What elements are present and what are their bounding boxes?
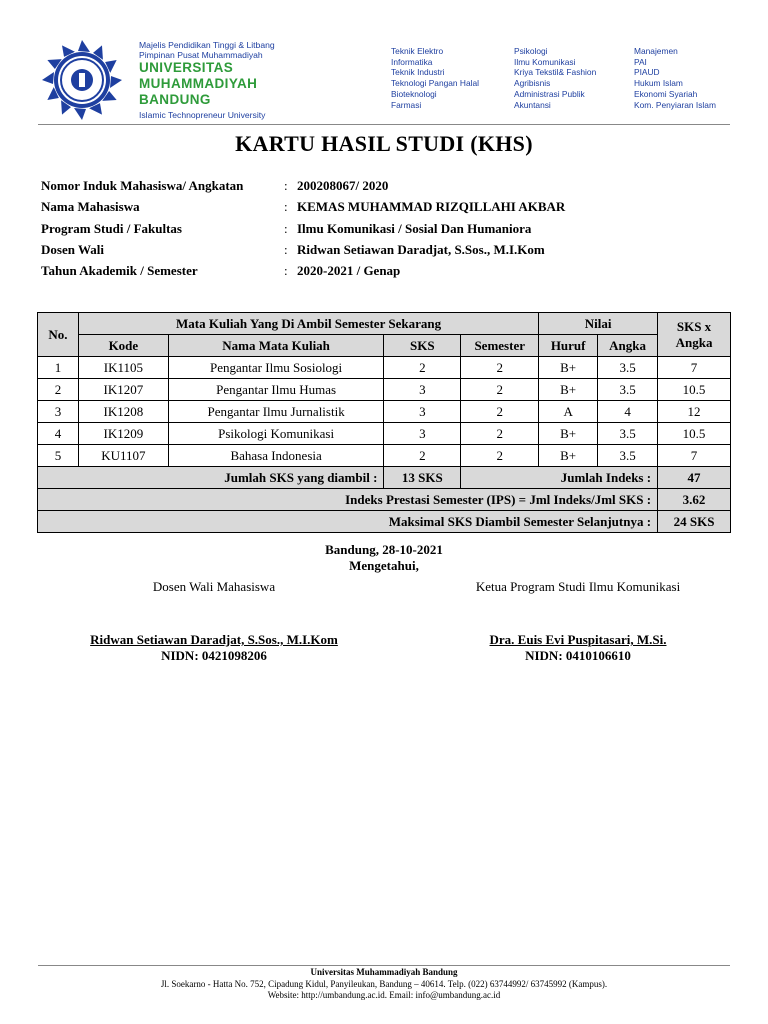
max-sks-value: 24 SKS	[658, 511, 731, 533]
summary-row-ips	[38, 489, 731, 511]
table-row	[38, 357, 731, 379]
cell-nama: Bahasa Indonesia	[168, 445, 384, 467]
left-signer-nidn: NIDN: 0421098206	[161, 648, 267, 663]
cell-angka: 3.5	[598, 379, 658, 401]
cell-angka: 3.5	[598, 445, 658, 467]
cell-kode: IK1208	[78, 401, 168, 423]
cell-angka: 3.5	[598, 357, 658, 379]
table-row	[38, 423, 731, 445]
table-row	[38, 445, 731, 467]
cell-total: 7	[658, 357, 731, 379]
program-item: Informatika	[391, 56, 433, 67]
cell-no: 1	[38, 357, 79, 379]
university-logo-icon	[38, 38, 134, 122]
right-signer-nidn: NIDN: 0410106610	[525, 648, 631, 663]
cell-semester: 2	[461, 379, 539, 401]
program-item: PIAUD	[634, 67, 660, 78]
cell-sks: 3	[384, 423, 461, 445]
ips-value: 3.62	[658, 489, 731, 511]
program-item: Psikologi	[514, 46, 548, 56]
cell-total: 10.5	[658, 379, 731, 401]
table-header-row-1	[38, 313, 731, 335]
cell-angka: 4	[598, 401, 658, 423]
program-item: Teknologi Pangan Halal	[391, 78, 479, 89]
header-huruf: Huruf	[539, 335, 598, 357]
header-sks: SKS	[384, 335, 461, 357]
cell-nama: Pengantar Ilmu Jurnalistik	[168, 401, 384, 423]
summary-row-max-sks	[38, 511, 731, 533]
max-sks-label: Maksimal SKS Diambil Semester Selanjutnya :	[38, 511, 658, 533]
cell-sks: 2	[384, 445, 461, 467]
cell-kode: IK1207	[78, 379, 168, 401]
program-item: Ekonomi Syariah	[634, 88, 698, 99]
cell-semester: 2	[461, 445, 539, 467]
program-label: Program Studi / Fakultas	[41, 220, 182, 236]
programs-column-1	[391, 46, 479, 110]
header-nilai: Nilai	[539, 313, 658, 335]
footer-address: Jl. Soekarno - Hatta No. 752, Cipadung Kidul, Panyileukan, Bandung – 40614. Telp. (022) 63744992/ 63745992 (Kampus).	[160, 978, 608, 989]
program-item: Administrasi Publik	[514, 88, 585, 99]
header-nama: Nama Mata Kuliah	[168, 335, 384, 357]
grades-table	[37, 312, 731, 533]
advisor-label: Dosen Wali	[41, 241, 104, 257]
institution-line-1: Majelis Pendidikan Tinggi & Litbang	[139, 40, 275, 50]
header-divider	[38, 124, 730, 125]
table-row	[38, 379, 731, 401]
cell-no: 4	[38, 423, 79, 445]
name-value: KEMAS MUHAMMAD RIZQILLAHI AKBAR	[297, 199, 566, 215]
header-sks-angka-line-1: SKS x	[676, 318, 712, 334]
acknowledged-label: Mengetahui,	[349, 558, 419, 573]
table-row	[38, 401, 731, 423]
university-tagline: Islamic Technopreneur University	[139, 110, 266, 120]
cell-huruf: B+	[539, 379, 598, 401]
colon: :	[284, 199, 288, 215]
program-item: Agribisnis	[514, 78, 551, 89]
programs-column-2	[514, 46, 596, 110]
cell-semester: 2	[461, 423, 539, 445]
right-signer	[428, 632, 728, 664]
cell-nama: Pengantar Ilmu Humas	[168, 379, 384, 401]
program-item: Manajemen	[634, 46, 678, 56]
cell-kode: IK1105	[78, 357, 168, 379]
cell-semester: 2	[461, 401, 539, 423]
university-name-block	[139, 40, 289, 120]
place-date: Bandung, 28-10-2021	[325, 542, 443, 557]
cell-huruf: B+	[539, 445, 598, 467]
footer-university-name: Universitas Muhammadiyah Bandung	[310, 967, 458, 977]
colon: :	[284, 263, 288, 279]
program-item: PAI	[634, 56, 647, 67]
colon: :	[284, 178, 288, 193]
cell-kode: IK1209	[78, 423, 168, 445]
table-header-row-2	[38, 335, 731, 357]
footer-divider	[38, 965, 730, 966]
cell-nama: Psikologi Komunikasi	[168, 423, 384, 445]
summary-row-totals	[38, 467, 731, 489]
program-item: Kom. Penyiaran Islam	[634, 99, 716, 110]
header-angka: Angka	[598, 335, 658, 357]
footer-contact: Website: http://umbandung.ac.id. Email: info@umbandung.ac.id	[267, 990, 501, 1000]
university-name-3: BANDUNG	[139, 92, 211, 107]
cell-sks: 3	[384, 401, 461, 423]
university-name-1: UNIVERSITAS	[139, 60, 234, 75]
cell-total: 10.5	[658, 423, 731, 445]
nim-label: Nomor Induk Mahasiswa/ Angkatan	[41, 178, 244, 193]
cell-huruf: B+	[539, 357, 598, 379]
name-label: Nama Mahasiswa	[41, 199, 140, 215]
year-label: Tahun Akademik / Semester	[41, 263, 198, 279]
cell-semester: 2	[461, 357, 539, 379]
header-course-group: Mata Kuliah Yang Di Ambil Semester Sekarang	[78, 313, 538, 335]
program-item: Farmasi	[391, 99, 422, 110]
cell-no: 5	[38, 445, 79, 467]
program-item: Teknik Industri	[391, 67, 445, 78]
header-semester: Semester	[461, 335, 539, 357]
nim-value: 200208067/ 2020	[297, 178, 389, 193]
right-signer-role: Ketua Program Studi Ilmu Komunikasi	[475, 579, 681, 594]
cell-huruf: B+	[539, 423, 598, 445]
header-no: No.	[38, 313, 79, 357]
header-kode: Kode	[78, 335, 168, 357]
cell-total: 12	[658, 401, 731, 423]
cell-sks: 2	[384, 357, 461, 379]
footer	[0, 967, 768, 1002]
cell-kode: KU1107	[78, 445, 168, 467]
header-sks-angka	[658, 313, 731, 357]
ips-label: Indeks Prestasi Semester (IPS) = Jml Indeks/Jml SKS :	[38, 489, 658, 511]
total-index-label: Jumlah Indeks :	[461, 467, 658, 489]
total-sks-label: Jumlah SKS yang diambil :	[38, 467, 384, 489]
program-item: Bioteknologi	[391, 88, 437, 99]
total-sks-value: 13 SKS	[384, 467, 461, 489]
program-item: Akuntansi	[514, 99, 551, 110]
cell-huruf: A	[539, 401, 598, 423]
cell-total: 7	[658, 445, 731, 467]
left-signer-role: Dosen Wali Mahasiswa	[152, 579, 276, 594]
institution-line-2: Pimpinan Pusat Muhammadiyah	[139, 50, 263, 60]
program-value: Ilmu Komunikasi / Sosial Dan Humaniora	[297, 220, 532, 236]
program-item: Kriya Tekstil& Fashion	[514, 67, 597, 78]
program-item: Ilmu Komunikasi	[514, 56, 576, 67]
cell-angka: 3.5	[598, 423, 658, 445]
document-title: KARTU HASIL STUDI (KHS)	[235, 131, 533, 156]
programs-column-3	[634, 46, 716, 110]
cell-nama: Pengantar Ilmu Sosiologi	[168, 357, 384, 379]
colon: :	[284, 220, 288, 236]
program-item: Teknik Elektro	[391, 46, 444, 56]
left-signer	[64, 632, 364, 664]
header-sks-angka-line-2: Angka	[675, 334, 713, 350]
advisor-value: Ridwan Setiawan Daradjat, S.Sos., M.I.Kom	[297, 241, 545, 257]
cell-no: 3	[38, 401, 79, 423]
university-name-2: MUHAMMADIYAH	[139, 76, 258, 91]
total-index-value: 47	[658, 467, 731, 489]
year-value: 2020-2021 / Genap	[297, 263, 401, 279]
colon: :	[284, 241, 288, 257]
cell-no: 2	[38, 379, 79, 401]
right-signer-name: Dra. Euis Evi Puspitasari, M.Si.	[489, 632, 667, 647]
left-signer-name: Ridwan Setiawan Daradjat, S.Sos., M.I.Kom	[90, 632, 338, 647]
letterhead	[0, 0, 768, 126]
cell-sks: 3	[384, 379, 461, 401]
program-item: Hukum Islam	[634, 78, 683, 89]
